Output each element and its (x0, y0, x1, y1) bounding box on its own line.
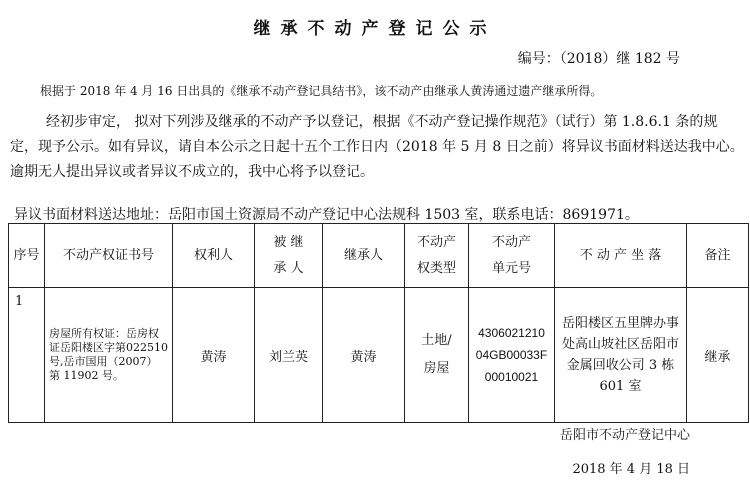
cell-type-line2: 房屋 (423, 361, 450, 376)
cell-unit (469, 288, 555, 423)
header-location: 不 动 产 坐 落 (555, 224, 687, 288)
issue-date: 2018 年 4 月 18 日 (572, 462, 690, 477)
cell-seq: 1 (9, 288, 45, 423)
doc-number: 编号：（2018）继 182 号 (517, 51, 680, 67)
cell-heir: 黄涛 (323, 288, 405, 423)
header-note: 备注 (687, 224, 749, 288)
paragraph-basis: 根据于 2018 年 4 月 16 日出具的《继承不动产登记具结书》，该不动产由继承人黄涛通过遗产继承所得。 (40, 84, 603, 98)
cell-unit-line1: 4306021210 (478, 326, 545, 340)
cell-type (405, 288, 469, 423)
cell-location: 岳阳楼区五里牌办事处高山坡社区岳阳市金属回收公司 3 栋 601 室 (555, 288, 687, 423)
header-type (405, 224, 469, 288)
cell-unit-line2: 04GB00033F (475, 348, 548, 362)
header-heir: 继承人 (323, 224, 405, 288)
cell-type-line1: 土地/ (421, 333, 452, 348)
objection-address: 异议书面材料送达地址：岳阳市国土资源局不动产登记中心法规科 1503 室，联系电话：8691971。 (14, 207, 639, 223)
table-header-row (9, 224, 749, 288)
cell-holder: 黄涛 (173, 288, 255, 423)
table-row (9, 288, 749, 423)
cell-inherited: 刘兰英 (255, 288, 323, 423)
header-cert: 不动产权证书号 (45, 224, 173, 288)
paragraph-notice: 经初步审定， 拟对下列涉及继承的不动产予以登记，根据《不动产登记操作规范》（试行）第 1.8.6.1 条的规定，现予公示。如有异议，请自本公示之日起十五个工作日内（2018 年 5 月 8 日之前）将异议书面材料送达我中心。逾期无人提出异议或者异议不成立的，我中心将予以登记。 (10, 114, 744, 180)
header-unit-line2: 单元号 (491, 260, 531, 276)
property-table (8, 223, 749, 423)
header-unit (469, 224, 555, 288)
header-unit-line1: 不动产 (491, 234, 531, 250)
header-type-line2: 权类型 (416, 260, 456, 276)
cell-note: 继承 (687, 288, 749, 423)
page-title: 继承不动产登记公示 (253, 19, 497, 39)
header-type-line1: 不动产 (416, 234, 456, 250)
cell-cert: 房屋所有权证：岳房权证岳阳楼区字第022510 号,岳市国用（2007）第 11902 号。 (45, 288, 173, 423)
header-seq: 序号 (9, 224, 45, 288)
issuer-signature: 岳阳市不动产登记中心 (559, 428, 690, 443)
header-holder: 权利人 (173, 224, 255, 288)
header-inherited-line1: 被 继 (273, 234, 304, 250)
header-inherited (255, 224, 323, 288)
cell-unit-line3: 00010021 (484, 370, 539, 384)
header-inherited-line2: 承 人 (273, 260, 304, 276)
